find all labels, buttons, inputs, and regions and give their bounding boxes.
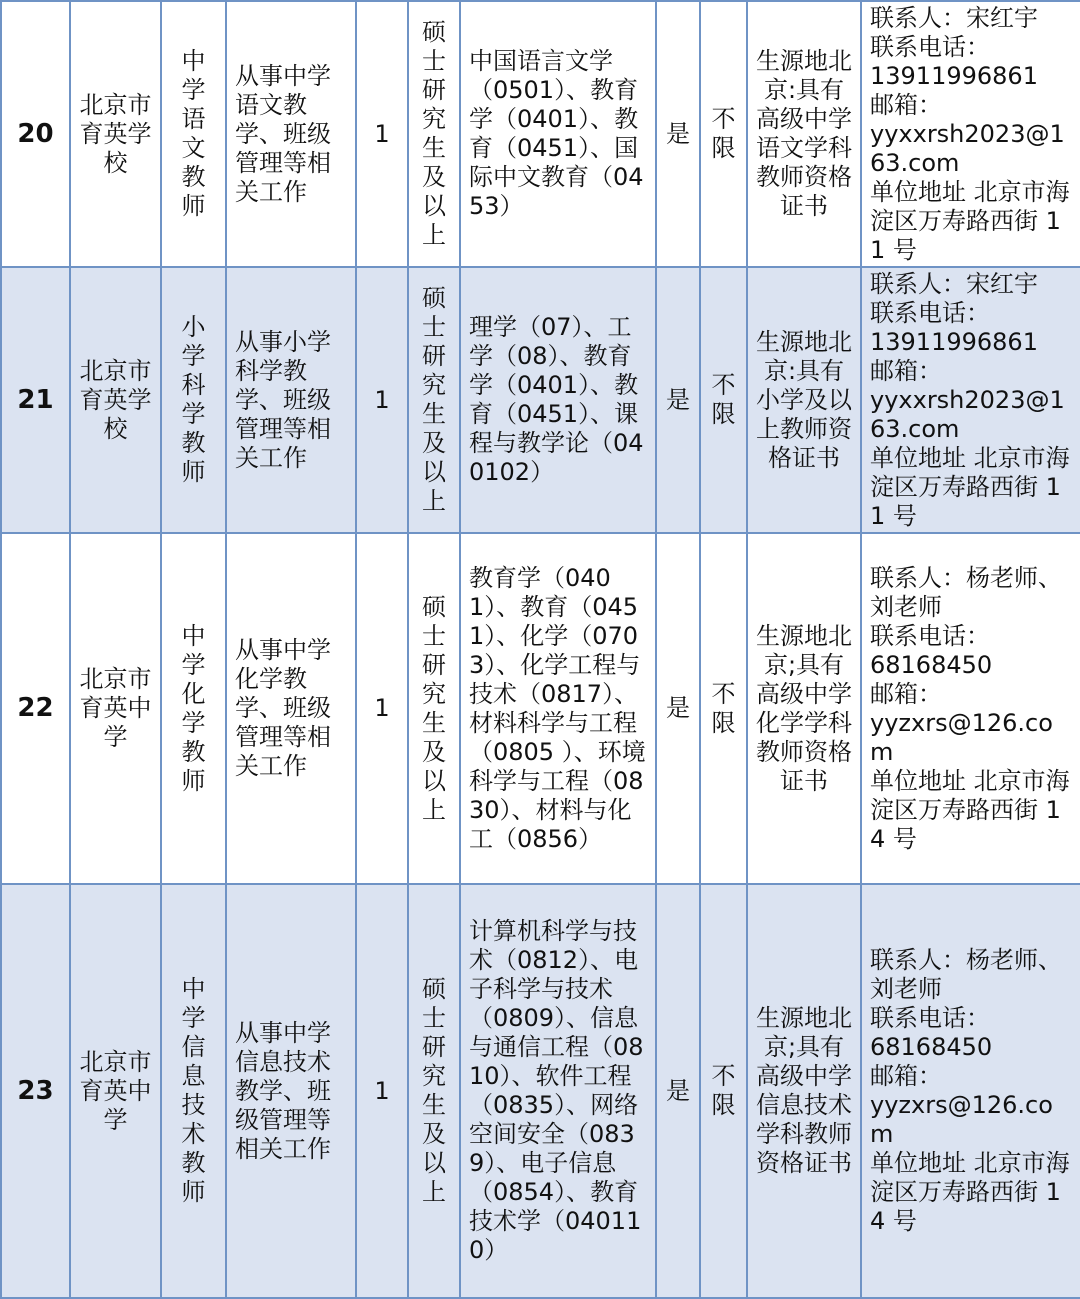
contact-email: yyxxrsh2023@163.com: [870, 119, 1065, 177]
unit-name: 北京市育英中学: [70, 884, 161, 1298]
table-row: [1, 267, 1080, 533]
education-requirement: 硕士研究生及以上: [408, 1, 460, 267]
contact-email: yyzxrs@126.com: [870, 1091, 1053, 1148]
major-requirement: 教育学（0401）、教育（0451）、化学（0703）、化学工程与技术（0817）、材料科学与工程（0805 ）、环境科学与工程（0830）、材料与化工（0856）: [460, 533, 656, 884]
gender-requirement: 不限: [700, 267, 747, 533]
unit-name: 北京市育英学校: [70, 267, 161, 533]
degree-required: 是: [656, 1, 700, 267]
degree-required: 是: [656, 267, 700, 533]
contact-info: [861, 267, 1080, 533]
other-requirement: 生源地北京;具有高级中学信息技术学科教师资格证书: [747, 884, 861, 1298]
contact-email-label: 邮箱：: [870, 1062, 942, 1090]
education-requirement: 硕士研究生及以上: [408, 533, 460, 884]
unit-name: 北京市育英学校: [70, 1, 161, 267]
hire-count: 1: [356, 267, 408, 533]
job-duty: 从事中学语文教学、班级管理等相关工作: [226, 1, 356, 267]
row-number: 23: [1, 884, 70, 1298]
job-duty: 从事小学科学教学、班级管理等相关工作: [226, 267, 356, 533]
post-name: 中学语文教师: [161, 1, 226, 267]
contact-address: 单位地址 北京市海淀区万寿路西街 11 号: [870, 443, 1070, 530]
contact-info: [861, 884, 1080, 1298]
major-requirement: 理学（07）、工学（08）、教育学（0401）、教育（0451）、课程与教学论（040102）: [460, 267, 656, 533]
contact-phone: 68168450: [870, 1033, 993, 1061]
contact-address: 单位地址 北京市海淀区万寿路西街 14 号: [870, 1149, 1070, 1235]
row-number: 22: [1, 533, 70, 884]
contact-email-label: 邮箱：: [870, 679, 942, 708]
contact-email-label: 邮箱：: [870, 90, 942, 119]
contact-phone-label: 联系电话：: [870, 298, 990, 327]
degree-required: 是: [656, 533, 700, 884]
degree-required: 是: [656, 884, 700, 1298]
table-row: [1, 533, 1080, 884]
major-requirement: 中国语言文学（0501）、教育学（0401）、教育（0451）、国际中文教育（0453）: [460, 1, 656, 267]
major-requirement: 计算机科学与技术（0812）、电子科学与技术（0809）、信息与通信工程（0810）、软件工程（0835）、网络空间安全（0839）、电子信息（0854）、教育技术学（040110）: [460, 884, 656, 1298]
other-requirement: 生源地北京:具有高级中学语文学科教师资格证书: [747, 1, 861, 267]
job-duty: 从事中学信息技术教学、班级管理等相关工作: [226, 884, 356, 1298]
other-requirement: 生源地北京:具有小学及以上教师资格证书: [747, 267, 861, 533]
contact-person: 联系人：杨老师、刘老师: [870, 946, 1062, 1003]
contact-email: yyzxrs@126.com: [870, 708, 1053, 766]
hire-count: 1: [356, 1, 408, 267]
contact-phone-label: 联系电话：: [870, 621, 990, 650]
contact-phone-label: 联系电话：: [870, 1004, 990, 1032]
contact-address: 单位地址 北京市海淀区万寿路西街 14 号: [870, 766, 1070, 853]
contact-email-label: 邮箱：: [870, 356, 942, 385]
contact-person: 联系人：杨老师、刘老师: [870, 563, 1062, 621]
row-number: 21: [1, 267, 70, 533]
gender-requirement: 不限: [700, 533, 747, 884]
table-row: [1, 884, 1080, 1298]
contact-phone: 13911996861: [870, 61, 1038, 90]
table-row: [1, 1, 1080, 267]
hire-count: 1: [356, 533, 408, 884]
post-name: 中学化学教师: [161, 533, 226, 884]
contact-person: 联系人：宋红宇: [870, 3, 1038, 32]
post-name: 小学科学教师: [161, 267, 226, 533]
post-name: 中学信息技术教师: [161, 884, 226, 1298]
contact-phone: 13911996861: [870, 327, 1038, 356]
contact-phone: 68168450: [870, 650, 993, 679]
contact-person: 联系人：宋红宇: [870, 269, 1038, 298]
contact-email: yyxxrsh2023@163.com: [870, 385, 1065, 443]
job-duty: 从事中学化学教学、班级管理等相关工作: [226, 533, 356, 884]
contact-info: [861, 1, 1080, 267]
education-requirement: 硕士研究生及以上: [408, 267, 460, 533]
contact-phone-label: 联系电话：: [870, 32, 990, 61]
hire-count: 1: [356, 884, 408, 1298]
gender-requirement: 不限: [700, 884, 747, 1298]
row-number: 20: [1, 1, 70, 267]
contact-info: [861, 533, 1080, 884]
gender-requirement: 不限: [700, 1, 747, 267]
unit-name: 北京市育英中学: [70, 533, 161, 884]
education-requirement: 硕士研究生及以上: [408, 884, 460, 1298]
contact-address: 单位地址 北京市海淀区万寿路西街 11 号: [870, 177, 1070, 264]
other-requirement: 生源地北京;具有高级中学化学学科教师资格证书: [747, 533, 861, 884]
